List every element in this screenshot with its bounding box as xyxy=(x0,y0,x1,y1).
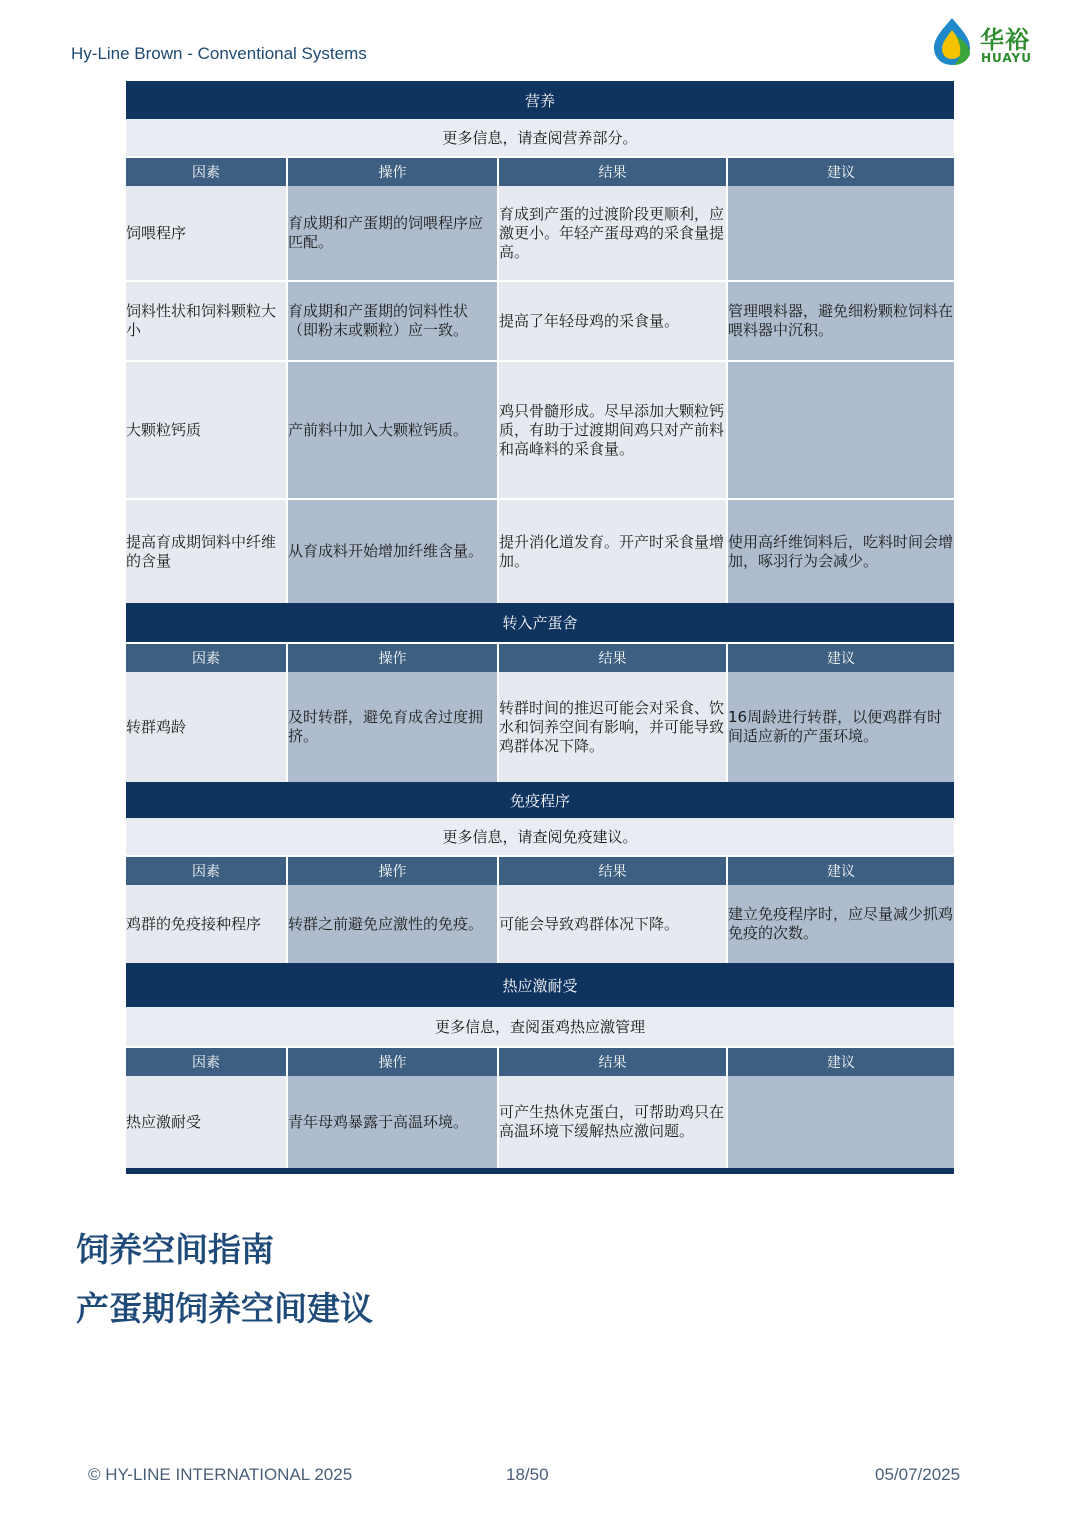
section-info-vaccination: 更多信息，请查阅免疫建议。 xyxy=(126,818,954,856)
cell-factor: 转群鸡龄 xyxy=(126,672,287,782)
cell-advice: 建立免疫程序时，应尽量减少抓鸡免疫的次数。 xyxy=(727,885,954,963)
table-row xyxy=(126,672,954,782)
table-bottom-rule xyxy=(126,1168,954,1174)
column-header-row xyxy=(126,856,954,885)
column-header-advice: 建议 xyxy=(727,1047,954,1076)
column-header-row xyxy=(126,1047,954,1076)
column-header-action: 操作 xyxy=(287,1047,498,1076)
section-title-nutrition: 营养 xyxy=(126,81,954,119)
table-row xyxy=(126,186,954,281)
cell-action: 青年母鸡暴露于高温环境。 xyxy=(287,1076,498,1168)
column-header-factor: 因素 xyxy=(126,856,287,885)
logo-english-name: HUAYU xyxy=(981,51,1032,65)
cell-advice xyxy=(727,186,954,281)
column-header-action: 操作 xyxy=(287,856,498,885)
table-row xyxy=(126,1076,954,1168)
cell-result: 提升消化道发育。开产时采食量增加。 xyxy=(498,499,727,603)
section-heading-space-guide: 饲养空间指南 xyxy=(76,1230,274,1269)
cell-result: 育成到产蛋的过渡阶段更顺利，应激更小。年轻产蛋母鸡的采食量提高。 xyxy=(498,186,727,281)
cell-action: 及时转群，避免育成舍过度拥挤。 xyxy=(287,672,498,782)
section-title-transfer: 转入产蛋舍 xyxy=(126,603,954,643)
management-table xyxy=(126,81,954,1174)
huayu-logo xyxy=(928,16,1048,68)
column-header-result: 结果 xyxy=(498,1047,727,1076)
column-header-factor: 因素 xyxy=(126,157,287,186)
table-row xyxy=(126,361,954,499)
section-info-nutrition: 更多信息，请查阅营养部分。 xyxy=(126,119,954,157)
table-row xyxy=(126,499,954,603)
cell-advice: 16周龄进行转群，以便鸡群有时间适应新的产蛋环境。 xyxy=(727,672,954,782)
cell-factor: 大颗粒钙质 xyxy=(126,361,287,499)
section-title-heat-stress: 热应激耐受 xyxy=(126,963,954,1007)
section-title-vaccination: 免疫程序 xyxy=(126,782,954,818)
column-header-advice: 建议 xyxy=(727,157,954,186)
cell-action: 产前料中加入大颗粒钙质。 xyxy=(287,361,498,499)
column-header-factor: 因素 xyxy=(126,1047,287,1076)
column-header-result: 结果 xyxy=(498,157,727,186)
logo-mark-icon xyxy=(928,16,978,68)
cell-factor: 饲喂程序 xyxy=(126,186,287,281)
column-header-action: 操作 xyxy=(287,157,498,186)
footer-copyright: © HY-LINE INTERNATIONAL 2025 xyxy=(88,1465,353,1484)
cell-advice xyxy=(727,1076,954,1168)
cell-result: 鸡只骨髓形成。尽早添加大颗粒钙质，有助于过渡期间鸡只对产前料和高峰料的采食量。 xyxy=(498,361,727,499)
section-heading-laying-space: 产蛋期饲养空间建议 xyxy=(76,1289,373,1328)
footer-date: 05/07/2025 xyxy=(875,1465,961,1484)
column-header-advice: 建议 xyxy=(727,856,954,885)
logo-chinese-name: 华裕 xyxy=(980,26,1030,54)
cell-action: 育成期和产蛋期的饲喂程序应匹配。 xyxy=(287,186,498,281)
column-header-result: 结果 xyxy=(498,643,727,672)
table-row xyxy=(126,281,954,361)
cell-advice: 管理喂料器，避免细粉颗粒饲料在喂料器中沉积。 xyxy=(727,281,954,361)
cell-action: 转群之前避免应激性的免疫。 xyxy=(287,885,498,963)
cell-factor: 提高育成期饲料中纤维的含量 xyxy=(126,499,287,603)
cell-result: 可产生热休克蛋白，可帮助鸡只在高温环境下缓解热应激问题。 xyxy=(498,1076,727,1168)
cell-advice xyxy=(727,361,954,499)
cell-advice: 使用高纤维饲料后，吃料时间会增加，啄羽行为会减少。 xyxy=(727,499,954,603)
section-info-heat-stress: 更多信息，查阅蛋鸡热应激管理 xyxy=(126,1007,954,1047)
column-header-factor: 因素 xyxy=(126,643,287,672)
footer-page-number: 18/50 xyxy=(506,1465,549,1484)
cell-factor: 饲料性状和饲料颗粒大小 xyxy=(126,281,287,361)
cell-result: 转群时间的推迟可能会对采食、饮水和饲养空间有影响，并可能导致鸡群体况下降。 xyxy=(498,672,727,782)
cell-result: 提高了年轻母鸡的采食量。 xyxy=(498,281,727,361)
column-header-advice: 建议 xyxy=(727,643,954,672)
column-header-row xyxy=(126,157,954,186)
column-header-row xyxy=(126,643,954,672)
cell-action: 育成期和产蛋期的饲料性状（即粉末或颗粒）应一致。 xyxy=(287,281,498,361)
document-title: Hy-Line Brown - Conventional Systems xyxy=(71,44,367,63)
cell-action: 从育成料开始增加纤维含量。 xyxy=(287,499,498,603)
column-header-action: 操作 xyxy=(287,643,498,672)
table-row xyxy=(126,885,954,963)
cell-result: 可能会导致鸡群体况下降。 xyxy=(498,885,727,963)
cell-factor: 鸡群的免疫接种程序 xyxy=(126,885,287,963)
column-header-result: 结果 xyxy=(498,856,727,885)
cell-factor: 热应激耐受 xyxy=(126,1076,287,1168)
